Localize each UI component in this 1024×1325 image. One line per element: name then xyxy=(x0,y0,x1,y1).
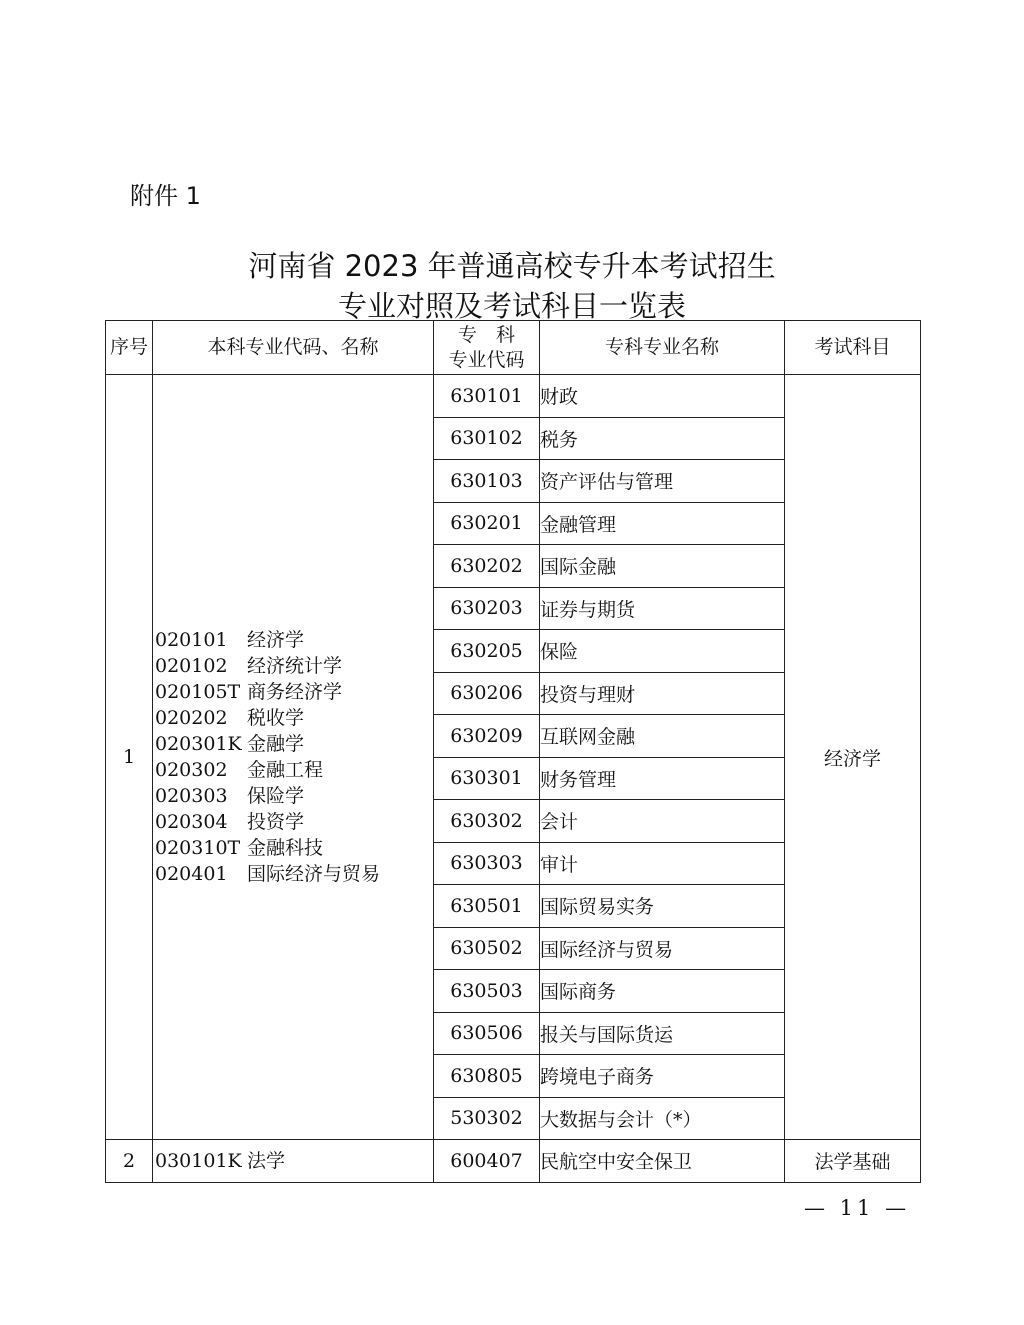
bachelor-item xyxy=(155,757,433,783)
specialty-code: 630501 xyxy=(434,885,540,928)
specialty-name: 审计 xyxy=(540,842,785,885)
bachelor-item xyxy=(155,627,433,653)
seq-cell: 2 xyxy=(106,1140,153,1183)
bachelor-code: 020102 xyxy=(155,655,228,677)
specialty-name: 大数据与会计（*） xyxy=(540,1097,785,1140)
header-code-line1: 专 科 xyxy=(457,323,515,346)
specialty-name: 国际经济与贸易 xyxy=(540,927,785,970)
specialty-name: 互联网金融 xyxy=(540,715,785,758)
bachelor-name: 金融科技 xyxy=(247,837,324,859)
specialty-name: 财政 xyxy=(540,375,785,418)
bachelor-name: 经济学 xyxy=(247,629,305,651)
bachelor-item xyxy=(155,861,433,887)
header-code-line2: 专业代码 xyxy=(448,348,525,371)
specialty-name: 民航空中安全保卫 xyxy=(540,1140,785,1183)
specialty-name: 跨境电子商务 xyxy=(540,1055,785,1098)
bachelor-name: 投资学 xyxy=(247,811,305,833)
specialty-code: 630503 xyxy=(434,970,540,1013)
header-code xyxy=(434,321,540,375)
bachelor-name: 税收学 xyxy=(247,707,305,729)
bachelor-code: 020105T xyxy=(155,681,241,703)
header-specialty: 专科专业名称 xyxy=(540,321,785,375)
page-title-line1: 河南省 2023 年普通高校专升本考试招生 xyxy=(248,249,776,283)
table-header-row xyxy=(106,321,921,375)
bachelor-item xyxy=(155,1148,433,1174)
specialty-name: 金融管理 xyxy=(540,502,785,545)
header-bachelor: 本科专业代码、名称 xyxy=(153,321,434,375)
specialty-code: 630209 xyxy=(434,715,540,758)
bachelor-code: 020301K xyxy=(155,733,242,755)
bachelor-name: 保险学 xyxy=(247,785,305,807)
bachelor-code: 020401 xyxy=(155,863,228,885)
header-seq: 序号 xyxy=(106,321,153,375)
specialty-name: 报关与国际货运 xyxy=(540,1012,785,1055)
bachelor-code: 030101K xyxy=(155,1149,242,1172)
bachelor-code: 020304 xyxy=(155,811,228,833)
specialty-name: 财务管理 xyxy=(540,757,785,800)
bachelor-item xyxy=(155,705,433,731)
bachelor-name: 经济统计学 xyxy=(247,655,343,677)
attachment-label: 附件 1 xyxy=(130,182,201,210)
specialty-code: 630303 xyxy=(434,842,540,885)
specialty-code: 530302 xyxy=(434,1097,540,1140)
specialty-name: 资产评估与管理 xyxy=(540,460,785,503)
bachelor-item xyxy=(155,809,433,835)
specialty-code: 600407 xyxy=(434,1140,540,1183)
bachelor-list xyxy=(153,1148,433,1174)
bachelor-item xyxy=(155,835,433,861)
seq-cell: 1 xyxy=(106,375,153,1140)
specialty-name: 国际贸易实务 xyxy=(540,885,785,928)
bachelor-code: 020310T xyxy=(155,837,241,859)
bachelor-code: 020202 xyxy=(155,707,228,729)
specialty-name: 税务 xyxy=(540,417,785,460)
page-number: — 11 — xyxy=(804,1196,911,1220)
bachelor-name: 商务经济学 xyxy=(247,681,343,703)
specialty-name: 证券与期货 xyxy=(540,587,785,630)
subject-cell: 法学基础 xyxy=(785,1140,921,1183)
specialty-name: 保险 xyxy=(540,630,785,673)
specialty-code: 630301 xyxy=(434,757,540,800)
specialty-code: 630805 xyxy=(434,1055,540,1098)
bachelor-item xyxy=(155,653,433,679)
specialty-code: 630205 xyxy=(434,630,540,673)
bachelor-code: 020303 xyxy=(155,785,228,807)
specialty-code: 630203 xyxy=(434,587,540,630)
subject-cell: 经济学 xyxy=(785,375,921,1140)
bachelor-item xyxy=(155,679,433,705)
bachelor-name: 国际经济与贸易 xyxy=(247,863,381,885)
bachelor-list xyxy=(153,627,433,887)
bachelor-code: 020101 xyxy=(155,629,228,651)
specialty-code: 630101 xyxy=(434,375,540,418)
page-title-line2: 专业对照及考试科目一览表 xyxy=(337,289,686,323)
bachelor-name: 法学 xyxy=(247,1149,286,1172)
bachelor-item xyxy=(155,731,433,757)
bachelor-item xyxy=(155,783,433,809)
specialty-name: 国际金融 xyxy=(540,545,785,588)
bachelor-code: 020302 xyxy=(155,759,228,781)
specialty-code: 630502 xyxy=(434,927,540,970)
specialty-code: 630302 xyxy=(434,800,540,843)
specialty-name: 国际商务 xyxy=(540,970,785,1013)
major-table xyxy=(105,320,921,1183)
specialty-name: 会计 xyxy=(540,800,785,843)
specialty-code: 630506 xyxy=(434,1012,540,1055)
table-row xyxy=(106,1140,921,1183)
specialty-code: 630201 xyxy=(434,502,540,545)
specialty-code: 630202 xyxy=(434,545,540,588)
bachelor-name: 金融工程 xyxy=(247,759,324,781)
header-subject: 考试科目 xyxy=(785,321,921,375)
bachelor-cell xyxy=(153,375,434,1140)
bachelor-name: 金融学 xyxy=(247,733,305,755)
specialty-code: 630103 xyxy=(434,460,540,503)
bachelor-cell xyxy=(153,1140,434,1183)
table-row xyxy=(106,375,921,418)
specialty-name: 投资与理财 xyxy=(540,672,785,715)
specialty-code: 630102 xyxy=(434,417,540,460)
specialty-code: 630206 xyxy=(434,672,540,715)
